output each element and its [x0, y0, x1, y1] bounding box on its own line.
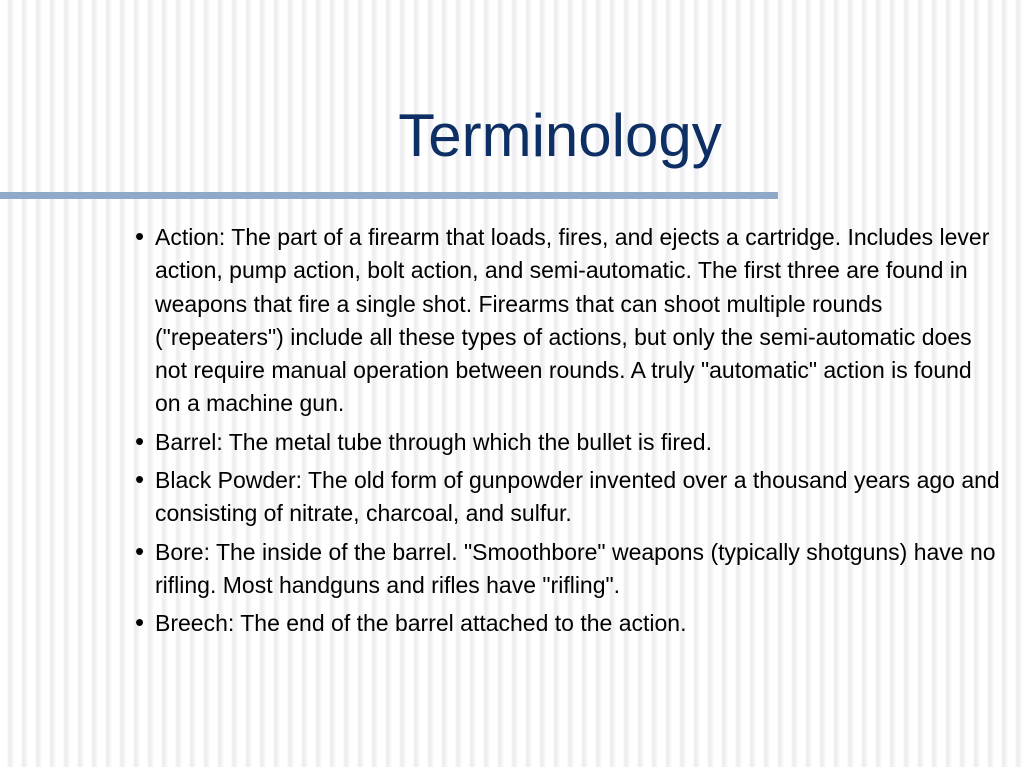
bullet-icon: • [135, 607, 145, 638]
slide-title: Terminology [398, 102, 722, 169]
bullet-icon: • [135, 221, 145, 251]
bullet-item-barrel [131, 426, 1001, 459]
bullet-text: Barrel: The metal tube through which the bullet is fired. [155, 428, 712, 455]
bullet-item-action [131, 221, 1001, 421]
bullet-item-bore [131, 536, 1001, 603]
bullet-text: Black Powder: The old form of gunpowder invented over a thousand years ago and consisting of nitrate, charcoal, and sulfur. [155, 467, 1000, 527]
bullet-icon: • [135, 425, 145, 456]
bullet-text: Breech: The end of the barrel attached to the action. [155, 610, 687, 637]
title-divider [0, 192, 778, 199]
bullet-text: Bore: The inside of the barrel. "Smoothbore" weapons (typically shotguns) have no rifling. Most handguns and rifles have "rifling". [155, 538, 996, 598]
bullet-icon: • [135, 464, 145, 495]
bullet-item-breech [131, 607, 1001, 640]
bullet-icon: • [135, 535, 145, 566]
bullet-text: Action: The part of a firearm that loads, fires, and ejects a cartridge. Includes lever action, pump action, bolt action, and semi-automatic. The first three are found in weapons that fire a single shot. Firearms that can shoot multiple rounds ("repeaters") include all these types of actions, but only the semi-automatic does not require manual operation between rounds. A truly "automatic" action is found on a machine gun. [155, 224, 990, 417]
bullet-list [131, 221, 1001, 646]
bullet-item-black-powder [131, 464, 1001, 531]
